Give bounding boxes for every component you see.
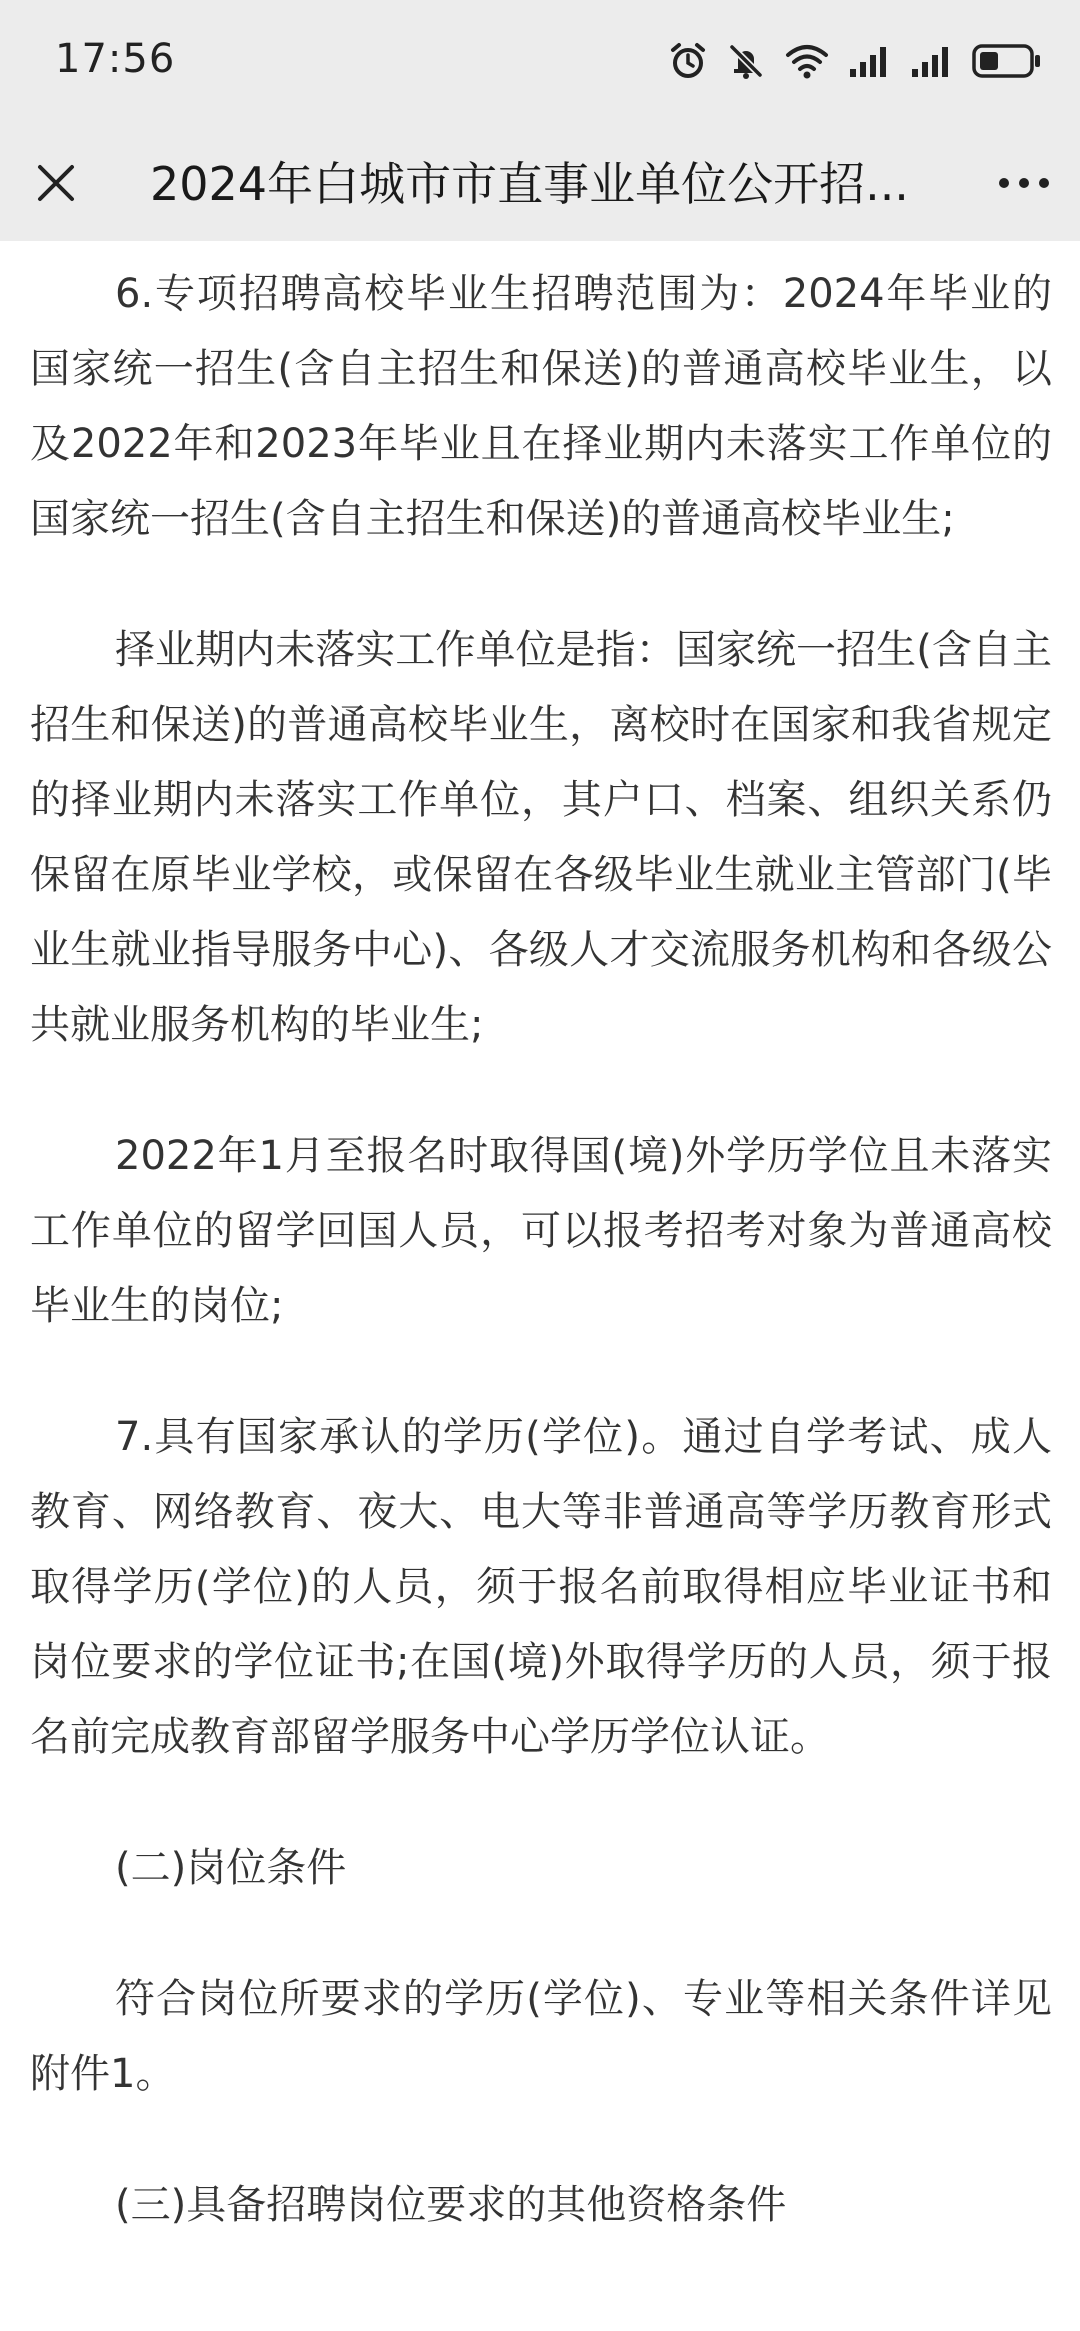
article-paragraph: 6.专项招聘高校毕业生招聘范围为：2024年毕业的国家统一招生(含自主招生和保送)的普通高校毕业生，以及2022年和2023年毕业且在择业期内未落实工作单位的国家统一招生(含自主招生和保送)的普通高校毕业生; (30, 271, 1052, 542)
page-title: 2024年白城市市直事业单位公开招... (150, 157, 909, 211)
alarm-icon (668, 41, 708, 81)
wifi-icon (784, 41, 830, 81)
close-icon (34, 161, 78, 205)
status-time: 17:56 (55, 36, 176, 82)
article-paragraph: 择业期内未落实工作单位是指：国家统一招生(含自主招生和保送)的普通高校毕业生，离校时在国家和我省规定的择业期内未落实工作单位，其户口、档案、组织关系仍保留在原毕业学校，或保留在各级毕业生就业主管部门(毕业生就业指导服务中心)、各级人才交流服务机构和各级公共就业服务机构的毕业生; (30, 627, 1052, 1048)
title-bar (0, 125, 1080, 241)
signal-icon (848, 43, 892, 79)
more-icon (996, 175, 1052, 191)
signal-icon-2 (910, 43, 954, 79)
status-icons (668, 38, 1042, 84)
close-button[interactable] (24, 151, 88, 215)
mute-icon (726, 41, 766, 81)
battery-icon (972, 43, 1042, 79)
status-bar (0, 0, 1080, 125)
article-paragraph: 7.具有国家承认的学历(学位)。通过自学考试、成人教育、网络教育、夜大、电大等非普通高等学历教育形式取得学历(学位)的人员，须于报名前取得相应毕业证书和岗位要求的学位证书;在国(境)外取得学历的人员，须于报名前完成教育部留学服务中心学历学位认证。 (30, 1414, 1052, 1760)
more-button[interactable] (988, 151, 1060, 215)
section-heading: (三)具备招聘岗位要求的其他资格条件 (115, 2182, 787, 2228)
article-paragraph: 2022年1月至报名时取得国(境)外学历学位且未落实工作单位的留学回国人员，可以报考招考对象为普通高校毕业生的岗位; (30, 1133, 1052, 1329)
article-content[interactable] (0, 241, 1080, 2331)
article-paragraph: 符合岗位所要求的学历(学位)、专业等相关条件详见附件1。 (30, 1976, 1052, 2097)
section-heading: (二)岗位条件 (115, 1845, 347, 1891)
